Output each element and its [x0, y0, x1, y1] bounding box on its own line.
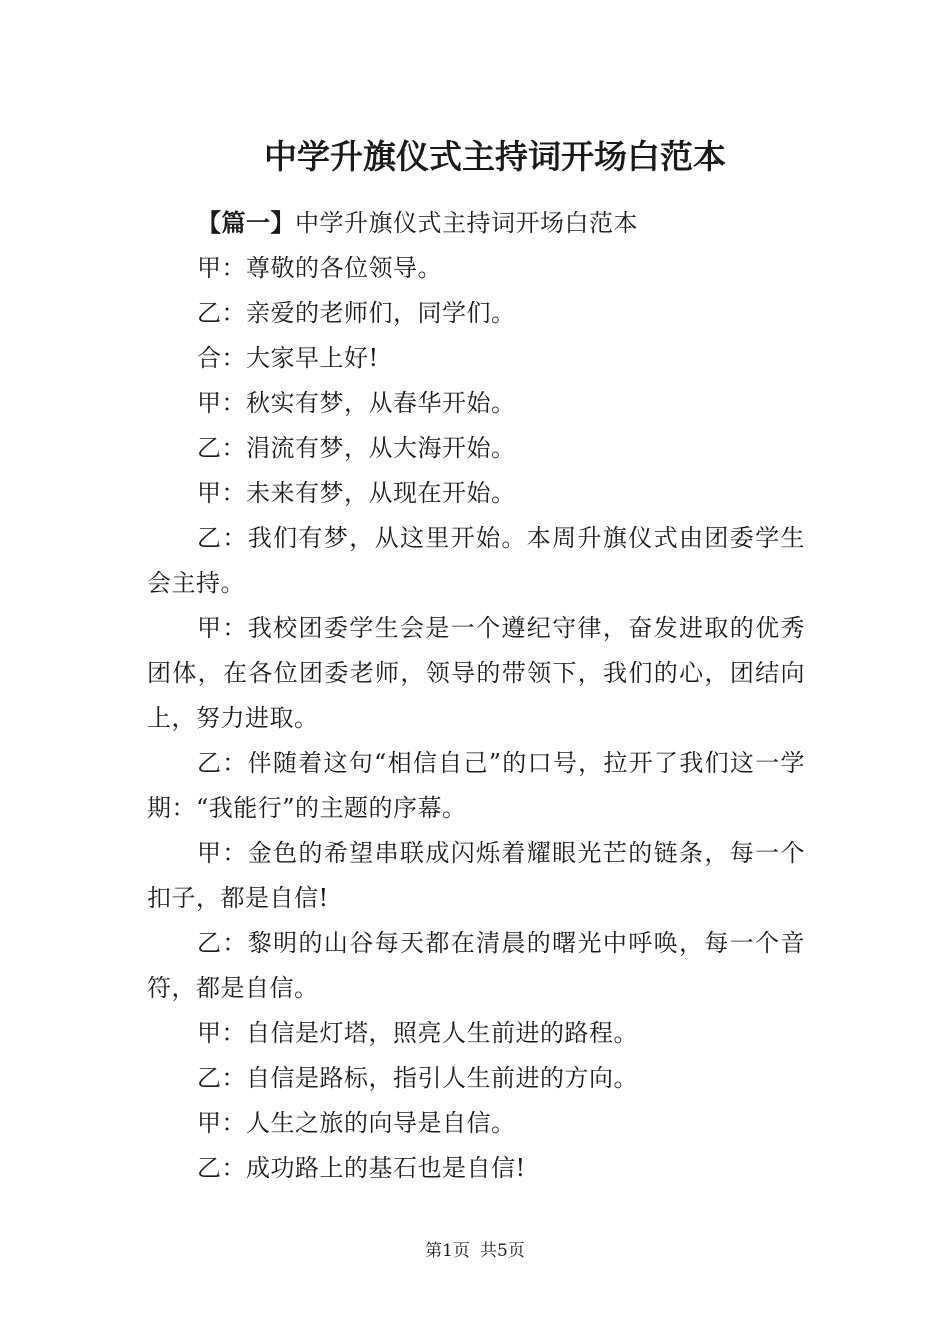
document-body: [147, 200, 805, 1191]
paragraph: 甲：我校团委学生会是一个遵纪守律，奋发进取的优秀团体，在各位团委老师，领导的带领下，我们的心，团结向上，努力进取。: [147, 614, 805, 732]
paragraph: 乙：黎明的山谷每天都在清晨的曙光中呼唤，每一个音符，都是自信。: [147, 929, 805, 1002]
paragraph: 甲：尊敬的各位领导。: [197, 254, 442, 282]
page-footer: [0, 1239, 950, 1263]
paragraph: 乙：自信是路标，指引人生前进的方向。: [197, 1064, 638, 1092]
section-tag: 【篇一】: [197, 208, 295, 237]
document-title: 中学升旗仪式主持词开场白范本: [264, 137, 726, 176]
paragraph: 乙：成功路上的基石也是自信!: [197, 1154, 526, 1182]
paragraph: 甲：人生之旅的向导是自信。: [197, 1109, 516, 1137]
paragraph: 乙：涓流有梦，从大海开始。: [197, 434, 516, 462]
page-number: 第1页: [425, 1241, 470, 1261]
paragraph: 甲：自信是灯塔，照亮人生前进的路程。: [197, 1019, 638, 1047]
paragraph: 乙：我们有梦，从这里开始。本周升旗仪式由团委学生会主持。: [147, 524, 805, 597]
paragraph: 甲：秋实有梦，从春华开始。: [197, 389, 516, 417]
paragraph: 合：大家早上好!: [197, 344, 379, 372]
page-total: 共5页: [480, 1241, 525, 1261]
paragraph: 乙：亲爱的老师们，同学们。: [197, 299, 516, 327]
section-heading-text: 中学升旗仪式主持词开场白范本: [295, 209, 638, 237]
paragraph: 乙：伴随着这句“相信自己”的口号，拉开了我们这一学期：“我能行”的主题的序幕。: [147, 749, 805, 822]
paragraph: 甲：未来有梦，从现在开始。: [197, 479, 516, 507]
section-heading: [147, 200, 805, 246]
paragraph: 甲：金色的希望串联成闪烁着耀眼光芒的链条，每一个扣子，都是自信!: [147, 839, 805, 912]
